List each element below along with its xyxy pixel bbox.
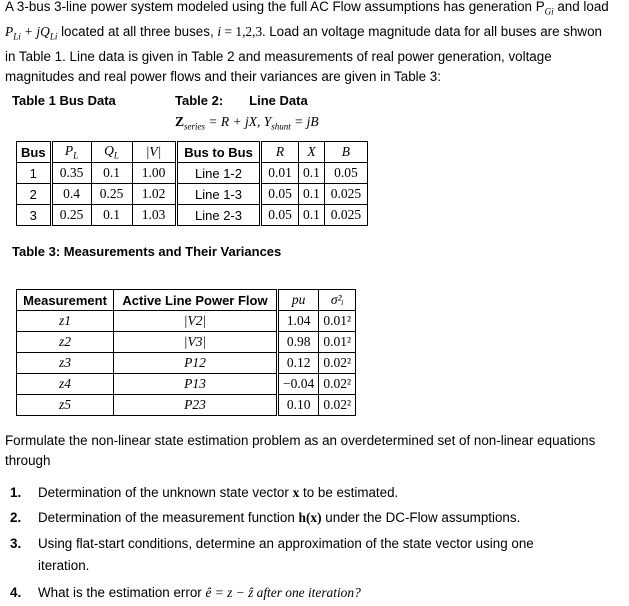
table3-cell: 0.98 bbox=[278, 332, 319, 353]
table1-cell: 0.25 bbox=[91, 184, 132, 205]
list-item: iteration. bbox=[38, 558, 90, 573]
table2-caption: Table 2: Line Data bbox=[175, 93, 308, 108]
table2-cell: 0.05 bbox=[261, 184, 299, 205]
table1-caption: Table 1 Bus Data bbox=[12, 93, 116, 108]
list-item: 4. What is the estimation error ê = z − ẑ after one iteration? bbox=[10, 585, 361, 600]
table1-cell: 0.4 bbox=[51, 184, 91, 205]
table2-cell: 0.1 bbox=[299, 205, 325, 226]
table1-cell: 1 bbox=[17, 163, 52, 184]
table1-cell: 0.25 bbox=[51, 205, 91, 226]
table1-cell: 0.1 bbox=[91, 163, 132, 184]
table3-cell: 0.01² bbox=[319, 311, 356, 332]
table3-cell: 0.02² bbox=[319, 353, 356, 374]
table2-cell: Line 1-2 bbox=[178, 163, 261, 184]
table1-cell: 3 bbox=[17, 205, 52, 226]
table3-cell: 0.01² bbox=[319, 332, 356, 353]
formulate-line-2: through bbox=[5, 453, 51, 468]
table1-header-v: |V| bbox=[132, 142, 175, 163]
table-row bbox=[17, 395, 356, 416]
table3-cell: 0.02² bbox=[319, 374, 356, 395]
table3-cell: z1 bbox=[17, 311, 114, 332]
intro-line-2: $P_{Li} + jQ_{Li}$ located at all three buses, i = 1,2,3. Load an voltage magnitude data for all buses are shwon bbox=[5, 23, 602, 42]
table-row bbox=[17, 353, 356, 374]
table3-cell: z5 bbox=[17, 395, 114, 416]
table3-cell: P13 bbox=[114, 374, 278, 395]
table-row bbox=[17, 205, 176, 226]
table-row bbox=[17, 332, 356, 353]
table-row bbox=[17, 184, 176, 205]
table1-cell: 1.03 bbox=[132, 205, 175, 226]
table2-header-bus-to-bus: Bus to Bus bbox=[178, 142, 261, 163]
table2-cell: Line 2-3 bbox=[178, 205, 261, 226]
table3-cell: 0.12 bbox=[278, 353, 319, 374]
table3-measurements bbox=[16, 289, 356, 416]
table2-header-b: B bbox=[324, 142, 367, 163]
intro-line-3: in Table 1. Line data is given in Table 2 and measurements of real power generation, voltage bbox=[5, 49, 552, 65]
table3-cell: 0.02² bbox=[319, 395, 356, 416]
list-item: 1. Determination of the unknown state vector x to be estimated. bbox=[10, 485, 399, 500]
table2-cell: 0.05 bbox=[261, 205, 299, 226]
table1-cell: 1.02 bbox=[132, 184, 175, 205]
table3-header-pu: pu bbox=[278, 290, 319, 311]
table1-header-bus: Bus bbox=[17, 142, 52, 163]
table2-cell: Line 1-3 bbox=[178, 184, 261, 205]
table3-cell: z4 bbox=[17, 374, 114, 395]
table-row bbox=[178, 184, 368, 205]
table3-cell: 0.10 bbox=[278, 395, 319, 416]
table2-header-row bbox=[178, 142, 368, 163]
table3-header-variance: σ²ᵢ bbox=[319, 290, 356, 311]
table2-cell: 0.1 bbox=[299, 184, 325, 205]
table1-header-row bbox=[17, 142, 176, 163]
table1-cell: 1.00 bbox=[132, 163, 175, 184]
table3-cell: 1.04 bbox=[278, 311, 319, 332]
table2-line-data bbox=[177, 141, 368, 226]
table3-cell: |V3| bbox=[114, 332, 278, 353]
formulate-line-1: Formulate the non-linear state estimation problem as an overdetermined set of non-linear equations bbox=[5, 433, 596, 448]
table-row bbox=[178, 163, 368, 184]
table3-cell: z3 bbox=[17, 353, 114, 374]
table2-cell: 0.025 bbox=[324, 184, 367, 205]
table-row bbox=[17, 163, 176, 184]
table3-cell: P12 bbox=[114, 353, 278, 374]
table3-cell: P23 bbox=[114, 395, 278, 416]
formulate-paragraph bbox=[5, 431, 625, 471]
table2-formula: $Z_{series} = R$ + jX, $Y_{shunt}$ = jB bbox=[175, 114, 319, 132]
table-row bbox=[17, 374, 356, 395]
table2-cell: 0.1 bbox=[299, 163, 325, 184]
table1-cell: 0.35 bbox=[51, 163, 91, 184]
list-item: 2. Determination of the measurement function h(x) under the DC-Flow assumptions. bbox=[10, 510, 521, 525]
intro-paragraph bbox=[5, 0, 629, 87]
table-row bbox=[178, 205, 368, 226]
intro-line-1: A 3-bus 3-line power system modeled using the full AC Flow assumptions has generation $P_{Gi}$ and load bbox=[5, 0, 609, 17]
intro-line-4: magnitudes and real power flows and their variances are given in Table 3: bbox=[5, 69, 441, 85]
table3-cell: −0.04 bbox=[278, 374, 319, 395]
table3-header-row bbox=[17, 290, 356, 311]
table2-header-r: R bbox=[261, 142, 299, 163]
table3-header-flow: Active Line Power Flow bbox=[114, 290, 278, 311]
table3-caption: Table 3: Measurements and Their Variances bbox=[12, 244, 282, 259]
list-item: 3. Using flat-start conditions, determine an approximation of the state vector using one bbox=[10, 536, 534, 551]
table1-bus-data bbox=[16, 141, 176, 226]
table3-cell: z2 bbox=[17, 332, 114, 353]
table2-cell: 0.025 bbox=[324, 205, 367, 226]
table3-header-measurement: Measurement bbox=[17, 290, 114, 311]
table3-cell: |V2| bbox=[114, 311, 278, 332]
table1-cell: 0.1 bbox=[91, 205, 132, 226]
table2-header-x: X bbox=[299, 142, 325, 163]
questions-list bbox=[10, 483, 620, 603]
table1-header-pl: $P_L$ bbox=[51, 142, 91, 163]
table1-cell: 2 bbox=[17, 184, 52, 205]
table1-header-ql: $Q_L$ bbox=[91, 142, 132, 163]
table-row bbox=[17, 311, 356, 332]
table2-cell: 0.05 bbox=[324, 163, 367, 184]
table2-cell: 0.01 bbox=[261, 163, 299, 184]
